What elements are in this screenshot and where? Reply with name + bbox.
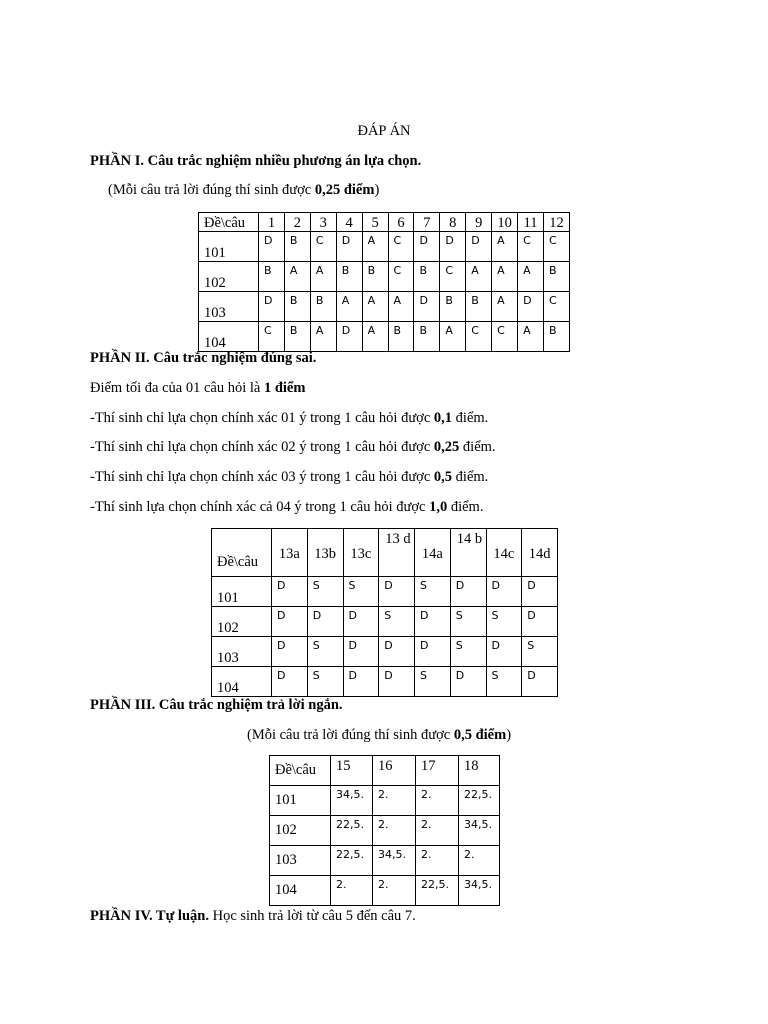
row-label: 101 — [270, 786, 331, 816]
answer-cell: A — [492, 262, 518, 292]
header-row — [199, 213, 570, 232]
answer-cell: A — [284, 262, 310, 292]
answer-cell: A — [336, 292, 362, 322]
answer-cell: S — [450, 607, 486, 637]
answer-cell: C — [310, 232, 336, 262]
part2-heading: PHẦN II. Câu trắc nghiệm đúng sai. — [90, 350, 317, 366]
row-label: 104 — [199, 322, 259, 352]
column-header: 7 — [414, 213, 440, 232]
answer-cell: 2. — [373, 816, 416, 846]
table-row — [212, 667, 558, 697]
answer-cell: D — [466, 232, 492, 262]
table-row — [199, 262, 570, 292]
corner-cell: Đề\câu — [270, 756, 331, 786]
answer-cell: 22,5. — [459, 786, 500, 816]
answer-cell: D — [522, 667, 558, 697]
answer-cell: A — [518, 262, 544, 292]
part1-answer-table — [198, 212, 570, 352]
table-row — [212, 607, 558, 637]
answer-cell: 34,5. — [459, 816, 500, 846]
answer-cell: B — [284, 322, 310, 352]
answer-cell: S — [415, 667, 451, 697]
answer-cell: S — [450, 637, 486, 667]
answer-cell: B — [284, 292, 310, 322]
answer-cell: A — [492, 232, 518, 262]
answer-cell: D — [343, 667, 379, 697]
column-header: 17 — [416, 756, 459, 786]
column-header: 10 — [492, 213, 518, 232]
answer-cell: B — [336, 262, 362, 292]
part2-rule-1: -Thí sinh chỉ lựa chọn chính xác 01 ý trong 1 câu hỏi được 0,1 điểm. — [90, 410, 489, 426]
answer-cell: D — [415, 637, 451, 667]
column-header: 15 — [331, 756, 373, 786]
answer-cell: D — [414, 232, 440, 262]
answer-cell: D — [486, 637, 522, 667]
answer-cell: D — [343, 637, 379, 667]
corner-cell: Đề\câu — [199, 213, 259, 232]
column-header: 18 — [459, 756, 500, 786]
answer-cell: B — [388, 322, 414, 352]
answer-cell: 2. — [373, 786, 416, 816]
answer-cell: D — [272, 577, 308, 607]
answer-cell: C — [388, 232, 414, 262]
answer-cell: 2. — [416, 786, 459, 816]
answer-cell: D — [486, 577, 522, 607]
column-header: 14 b — [450, 529, 486, 577]
row-label: 104 — [212, 667, 272, 697]
answer-cell: D — [518, 292, 544, 322]
answer-cell: C — [259, 322, 285, 352]
table-row — [199, 322, 570, 352]
answer-cell: D — [307, 607, 343, 637]
answer-cell: D — [522, 607, 558, 637]
answer-cell: C — [388, 262, 414, 292]
header-row — [212, 529, 558, 577]
answer-cell: 2. — [459, 846, 500, 876]
answer-cell: S — [486, 667, 522, 697]
answer-cell: 22,5. — [416, 876, 459, 906]
answer-cell: D — [522, 577, 558, 607]
answer-cell: 2. — [373, 876, 416, 906]
answer-cell: B — [414, 322, 440, 352]
column-header: 2 — [284, 213, 310, 232]
part2-rule-4: -Thí sinh lựa chọn chính xác cả 04 ý trong 1 câu hỏi được 1,0 điểm. — [90, 499, 484, 515]
table-row — [270, 786, 500, 816]
answer-cell: B — [310, 292, 336, 322]
answer-cell: C — [543, 232, 569, 262]
column-header: 3 — [310, 213, 336, 232]
table-row — [270, 846, 500, 876]
answer-cell: D — [450, 667, 486, 697]
answer-cell: A — [518, 322, 544, 352]
row-label: 103 — [199, 292, 259, 322]
answer-cell: 34,5. — [331, 786, 373, 816]
table-row — [212, 637, 558, 667]
answer-cell: D — [259, 232, 285, 262]
answer-cell: D — [415, 607, 451, 637]
column-header: 11 — [518, 213, 544, 232]
document-title: ĐÁP ÁN — [357, 123, 411, 139]
column-header: 14d — [522, 529, 558, 577]
column-header: 13c — [343, 529, 379, 577]
answer-cell: S — [307, 637, 343, 667]
answer-cell: D — [379, 667, 415, 697]
part3-answer-table — [269, 755, 500, 906]
answer-cell: 2. — [416, 816, 459, 846]
answer-cell: A — [362, 232, 388, 262]
column-header: 9 — [466, 213, 492, 232]
column-header: 14a — [415, 529, 451, 577]
answer-cell: D — [379, 577, 415, 607]
answer-cell: C — [440, 262, 466, 292]
answer-cell: 2. — [331, 876, 373, 906]
table-row — [199, 232, 570, 262]
answer-cell: S — [343, 577, 379, 607]
row-label: 102 — [199, 262, 259, 292]
answer-cell: D — [414, 292, 440, 322]
answer-cell: C — [518, 232, 544, 262]
answer-cell: D — [343, 607, 379, 637]
answer-cell: A — [310, 322, 336, 352]
row-label: 101 — [212, 577, 272, 607]
answer-cell: S — [307, 667, 343, 697]
answer-cell: B — [543, 322, 569, 352]
answer-cell: S — [486, 607, 522, 637]
row-label: 101 — [199, 232, 259, 262]
answer-cell: S — [307, 577, 343, 607]
part1-heading: PHẦN I. Câu trắc nghiệm nhiều phương án lựa chọn. — [90, 153, 422, 169]
table-row — [199, 292, 570, 322]
column-header: 4 — [336, 213, 362, 232]
answer-cell: A — [440, 322, 466, 352]
answer-cell: 2. — [416, 846, 459, 876]
column-header: 12 — [543, 213, 569, 232]
row-label: 102 — [270, 816, 331, 846]
answer-cell: 34,5. — [373, 846, 416, 876]
row-label: 103 — [212, 637, 272, 667]
answer-cell: S — [379, 607, 415, 637]
answer-cell: D — [336, 322, 362, 352]
header-row — [270, 756, 500, 786]
column-header: 1 — [259, 213, 285, 232]
part3-heading: PHẦN III. Câu trắc nghiệm trả lời ngắn. — [90, 697, 343, 713]
column-header: 13 d — [379, 529, 415, 577]
answer-cell: A — [362, 292, 388, 322]
column-header: 8 — [440, 213, 466, 232]
answer-cell: D — [336, 232, 362, 262]
corner-cell: Đề\câu — [212, 529, 272, 577]
part2-rule-2: -Thí sinh chỉ lựa chọn chính xác 02 ý trong 1 câu hỏi được 0,25 điểm. — [90, 439, 496, 455]
answer-cell: D — [259, 292, 285, 322]
table-row — [212, 577, 558, 607]
answer-cell: S — [522, 637, 558, 667]
answer-cell: 34,5. — [459, 876, 500, 906]
answer-cell: A — [492, 292, 518, 322]
answer-cell: A — [362, 322, 388, 352]
answer-cell: C — [543, 292, 569, 322]
part4-line: PHẦN IV. Tự luận. Học sinh trả lời từ câu 5 đến câu 7. — [90, 908, 416, 924]
answer-cell: A — [310, 262, 336, 292]
answer-cell: D — [272, 667, 308, 697]
answer-cell: B — [543, 262, 569, 292]
part2-answer-table — [211, 528, 558, 697]
column-header: 5 — [362, 213, 388, 232]
answer-cell: B — [362, 262, 388, 292]
column-header: 13a — [272, 529, 308, 577]
answer-cell: B — [414, 262, 440, 292]
row-label: 104 — [270, 876, 331, 906]
answer-cell: B — [284, 232, 310, 262]
column-header: 14c — [486, 529, 522, 577]
column-header: 16 — [373, 756, 416, 786]
answer-cell: D — [440, 232, 466, 262]
row-label: 103 — [270, 846, 331, 876]
answer-cell: C — [466, 322, 492, 352]
part2-max-score: Điểm tối đa của 01 câu hỏi là 1 điểm — [90, 380, 306, 396]
answer-cell: C — [492, 322, 518, 352]
row-label: 102 — [212, 607, 272, 637]
answer-cell: 22,5. — [331, 846, 373, 876]
table-row — [270, 816, 500, 846]
answer-cell: A — [388, 292, 414, 322]
answer-cell: D — [450, 577, 486, 607]
part3-note: (Mỗi câu trả lời đúng thí sinh được 0,5 điểm) — [247, 727, 512, 743]
answer-cell: B — [440, 292, 466, 322]
answer-cell: 22,5. — [331, 816, 373, 846]
part2-rule-3: -Thí sinh chỉ lựa chọn chính xác 03 ý trong 1 câu hỏi được 0,5 điểm. — [90, 469, 489, 485]
answer-cell: A — [466, 262, 492, 292]
answer-cell: B — [466, 292, 492, 322]
column-header: 13b — [307, 529, 343, 577]
part1-note: (Mỗi câu trả lời đúng thí sinh được 0,25 điểm) — [108, 182, 380, 198]
column-header: 6 — [388, 213, 414, 232]
table-row — [270, 876, 500, 906]
answer-cell: D — [272, 637, 308, 667]
answer-cell: D — [379, 637, 415, 667]
answer-cell: S — [415, 577, 451, 607]
answer-cell: B — [259, 262, 285, 292]
answer-cell: D — [272, 607, 308, 637]
